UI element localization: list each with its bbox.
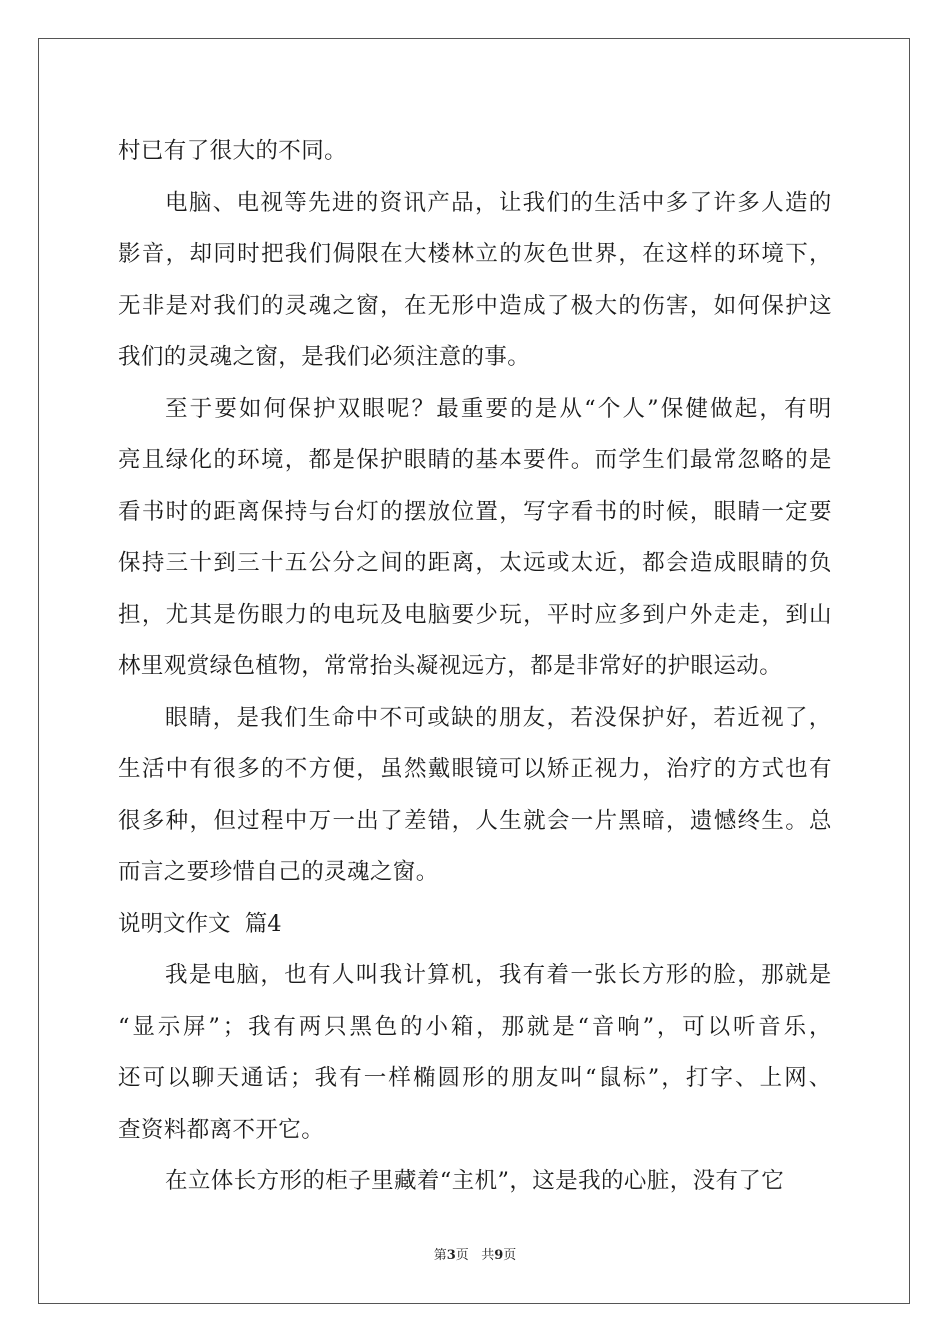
- paragraph-line: 在立体长方形的柜子里藏着“主机”，这是我的心脏，没有了它: [165, 1168, 785, 1194]
- paragraph-line: 眼 睛 ， 是 我 们 生 命 中 不 可 或 缺 的 朋 友 ， 若 没 保 护 好 ， 若 近 视 了 ，: [165, 704, 832, 731]
- paragraph-line: 查资料都离不开它。: [118, 1116, 325, 1143]
- document-body: [118, 126, 832, 1208]
- paragraph-line: “ 显 示 屏 ” ； 我 有 两 只 黑 色 的 小 箱 ， 那 就 是 “ 音 响 ” ， 可 以 听 音 乐 ，: [118, 1013, 832, 1040]
- footer-current-page: 3: [446, 1248, 456, 1263]
- paragraph-line: 我 是 电 脑 ， 也 有 人 叫 我 计 算 机 ， 我 有 着 一 张 长 方 形 的 脸 ， 那 就 是: [165, 962, 832, 988]
- page-footer: [0, 1244, 950, 1263]
- paragraph-line: 至 于 要 如 何 保 护 双 眼 呢 ？ 最 重 要 的 是 从 “ 个 人 ” 保 健 做 起 ， 有 明: [165, 395, 832, 422]
- paragraph-line: 林里观赏绿色植物，常常抬头凝视远方，都是非常好的护眼运动。: [118, 653, 783, 679]
- paragraph-line: 无 非 是 对 我 们 的 灵 魂 之 窗 ， 在 无 形 中 造 成 了 极 大 的 伤 害 ， 如 何 保 护 这: [118, 292, 832, 319]
- footer-prefix: 第: [433, 1248, 447, 1263]
- paragraph-line: 我们的灵魂之窗，是我们必须注意的事。: [118, 344, 531, 370]
- paragraph-line: 亮 且 绿 化 的 环 境 ， 都 是 保 护 眼 睛 的 基 本 要 件 。 而 学 生 们 最 常 忽 略 的 是: [118, 447, 832, 473]
- paragraph-line: 很 多 种 ， 但 过 程 中 万 一 出 了 差 错 ， 人 生 就 会 一 片 黑 暗 ， 遗 憾 终 生 。 总: [118, 807, 832, 834]
- footer-page-suffix: 页: [455, 1248, 469, 1263]
- paragraph-line: 电 脑 、 电 视 等 先 进 的 资 讯 产 品 ， 让 我 们 的 生 活 中 多 了 许 多 人 造 的: [165, 189, 832, 216]
- paragraph-line: 影 音 ， 却 同 时 把 我 们 侷 限 在 大 楼 林 立 的 灰 色 世 界 ， 在 这 样 的 环 境 下 ，: [118, 241, 832, 267]
- paragraph-line: 保 持 三 十 到 三 十 五 公 分 之 间 的 距 离 ， 太 远 或 太 近 ， 都 会 造 成 眼 睛 的 负: [118, 550, 832, 576]
- paragraph-line: 担 ， 尤 其 是 伤 眼 力 的 电 玩 及 电 脑 要 少 玩 ， 平 时 应 多 到 户 外 走 走 ， 到 山: [118, 601, 832, 628]
- paragraph-line: 还 可 以 聊 天 通 话 ； 我 有 一 样 椭 圆 形 的 朋 友 叫 “ 鼠 标 ” ， 打 字 、 上 网 、: [118, 1065, 832, 1091]
- footer-total-prefix: 共: [481, 1248, 495, 1263]
- paragraph-line: 看 书 时 的 距 离 保 持 与 台 灯 的 摆 放 位 置 ， 写 字 看 书 的 时 候 ， 眼 睛 一 定 要: [118, 498, 832, 525]
- section-heading: 说明文作文 篇4: [118, 910, 282, 937]
- paragraph-line: 村已有了很大的不同。: [118, 138, 348, 164]
- footer-total-pages: 9: [494, 1248, 504, 1263]
- footer-total-suffix: 页: [503, 1248, 517, 1263]
- paragraph-line: 生 活 中 有 很 多 的 不 方 便 ， 虽 然 戴 眼 镜 可 以 矫 正 视 力 ， 治 疗 的 方 式 也 有: [118, 756, 832, 782]
- paragraph-line: 而言之要珍惜自己的灵魂之窗。: [118, 859, 439, 885]
